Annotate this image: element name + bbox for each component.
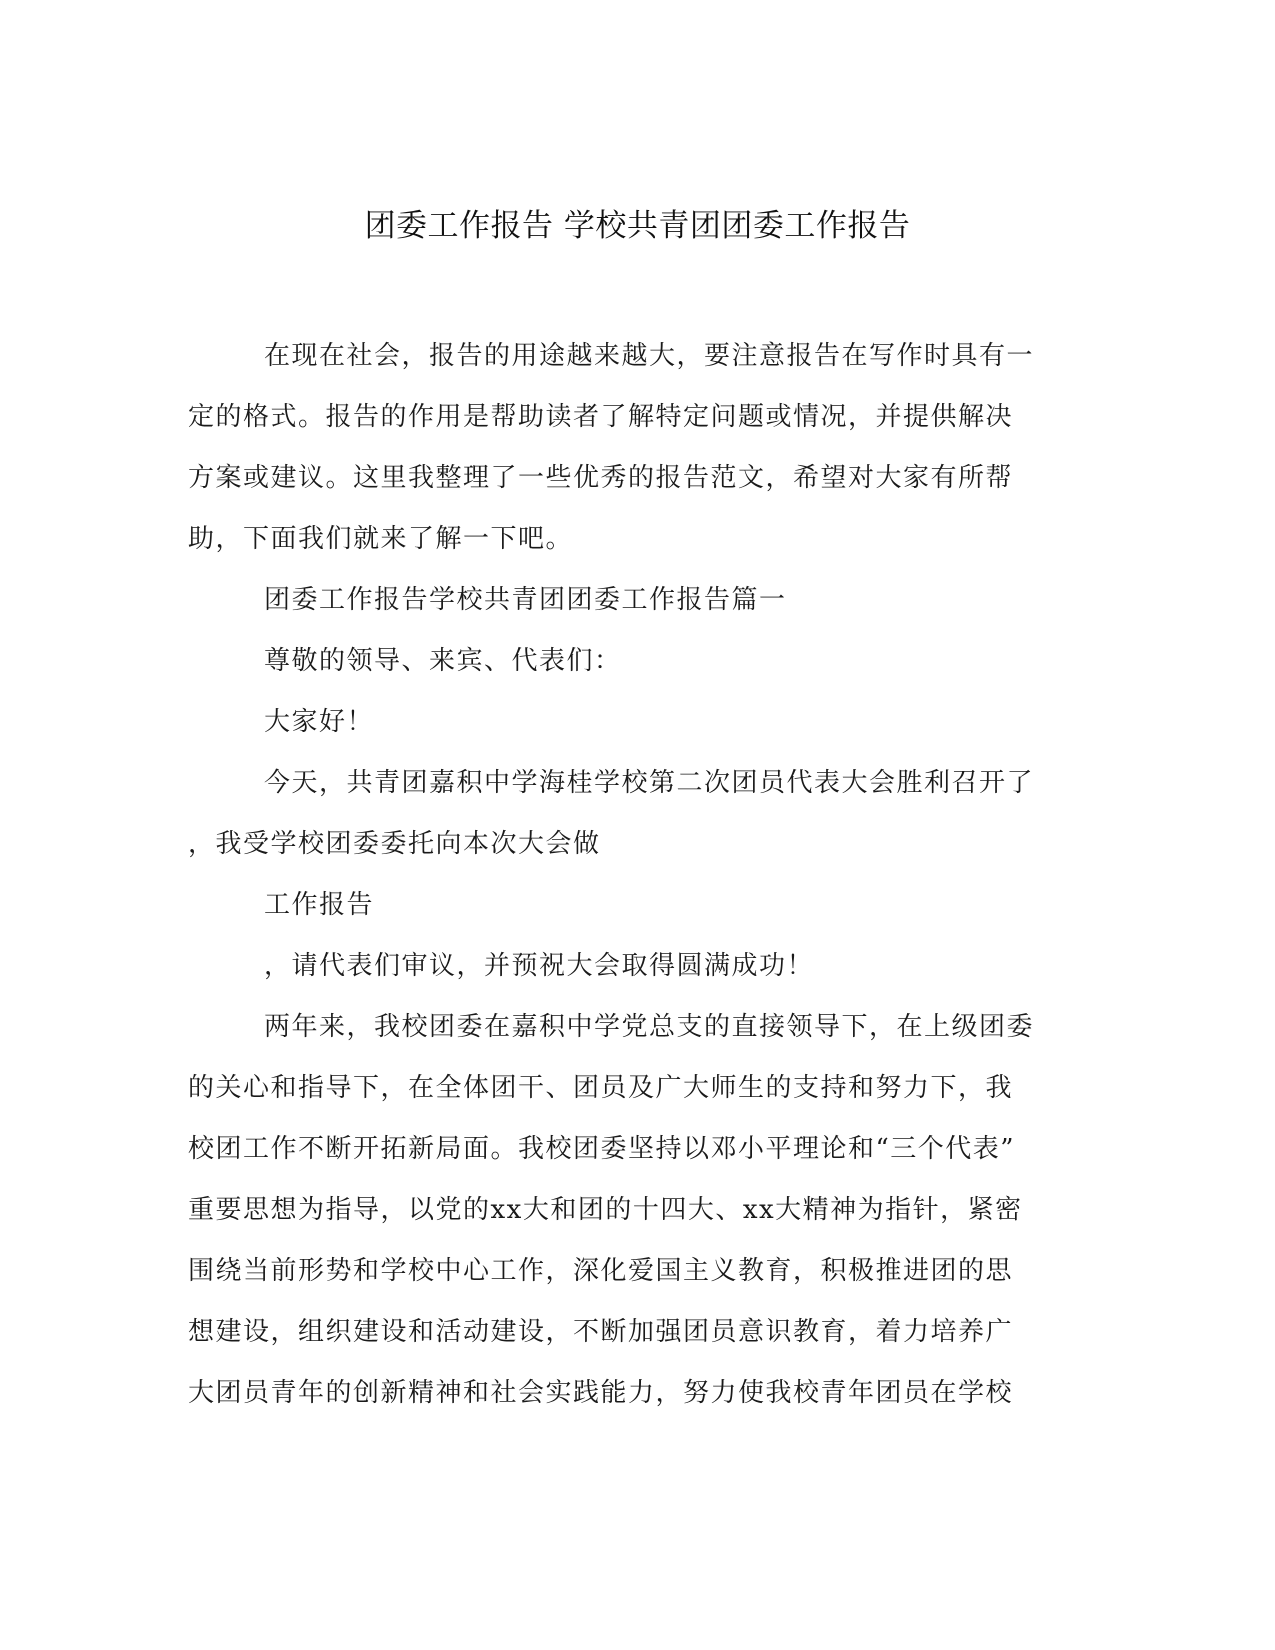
paragraph-two-years: [188, 997, 1068, 1424]
section-heading: [188, 570, 1068, 631]
text-line: ，请代表们审议，并预祝大会取得圆满成功！: [264, 951, 815, 981]
text-line: 工作报告: [264, 890, 375, 920]
text-line: 在现在社会，报告的用途越来越大，要注意报告在写作时具有一: [264, 341, 1035, 371]
text-line: 想建设，组织建设和活动建设，不断加强团员意识教育，着力培养广: [188, 1317, 1014, 1347]
text-line: 方案或建议。这里我整理了一些优秀的报告范文，希望对大家有所帮: [188, 463, 1014, 493]
text-line: 定的格式。报告的作用是帮助读者了解特定问题或情况，并提供解决: [188, 402, 1014, 432]
text-line: 今天，共青团嘉积中学海桂学校第二次团员代表大会胜利召开了: [264, 768, 1035, 798]
greeting: [188, 692, 1068, 753]
salutation: [188, 631, 1068, 692]
paragraph-intro: [188, 326, 1068, 570]
text-line: 两年来，我校团委在嘉积中学党总支的直接领导下，在上级团委: [264, 1012, 1035, 1042]
text-line: 尊敬的领导、来宾、代表们：: [264, 646, 622, 676]
text-line: 大家好！: [264, 707, 375, 737]
text-line: ，我受学校团委委托向本次大会做: [188, 829, 601, 859]
paragraph-review: [188, 936, 1068, 997]
paragraph-opening: [188, 753, 1068, 875]
text-line: 大团员青年的创新精神和社会实践能力，努力使我校青年团员在学校: [188, 1378, 1014, 1408]
text-line: 围绕当前形势和学校中心工作，深化爱国主义教育，积极推进团的思: [188, 1256, 1014, 1286]
text-line: 重要思想为指导，以党的xx大和团的十四大、xx大精神为指针，紧密: [188, 1195, 1023, 1225]
text-line: 校团工作不断开拓新局面。我校团委坚持以邓小平理论和“三个代表”: [188, 1134, 1016, 1164]
text-line: 的关心和指导下，在全体团干、团员及广大师生的支持和努力下，我: [188, 1073, 1014, 1103]
text-line: 团委工作报告学校共青团团委工作报告篇一: [264, 585, 787, 615]
document-title: 团委工作报告 学校共青团团委工作报告: [364, 208, 911, 244]
document-body: [188, 326, 1068, 1424]
paragraph-work-report: [188, 875, 1068, 936]
text-line: 助，下面我们就来了解一下吧。: [188, 524, 574, 554]
